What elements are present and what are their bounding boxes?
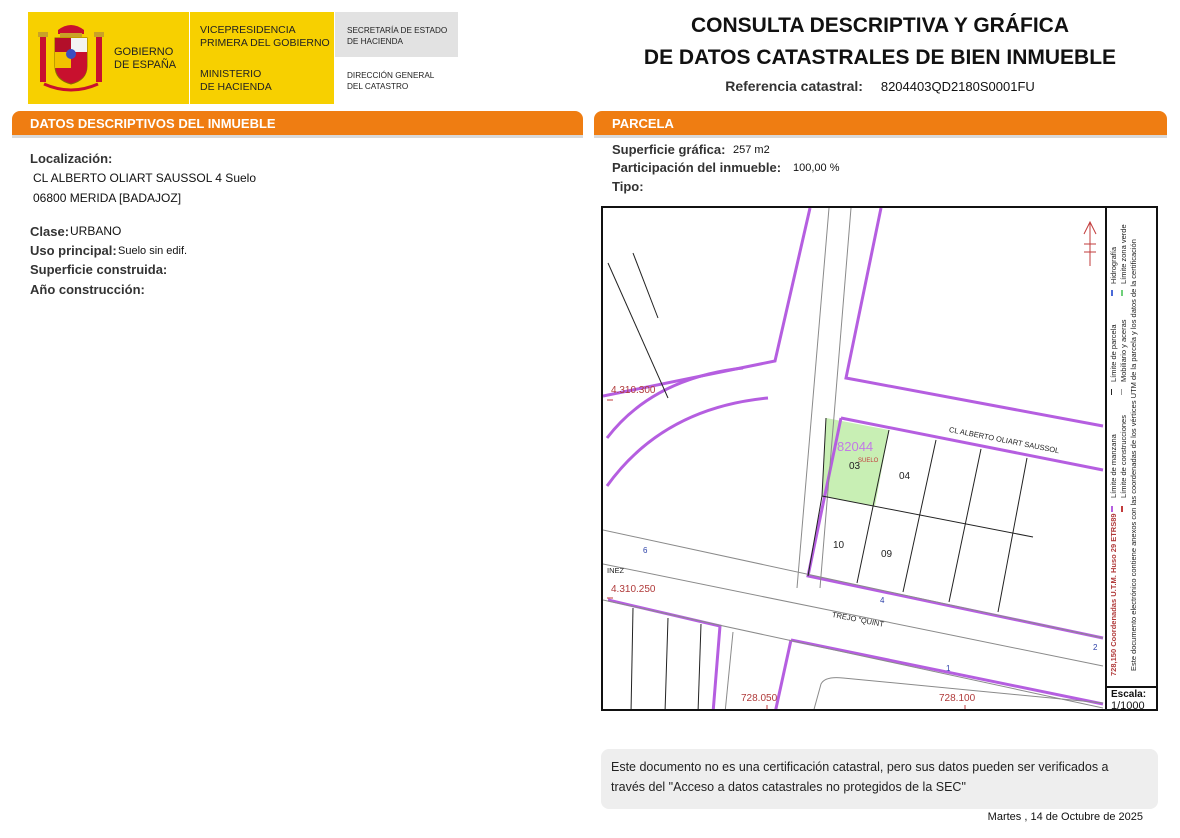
disclaimer-text: Este documento no es una certificación catastral, pero sus datos pueden ser verificados a través del "Acceso a datos catastrales no protegidos de la SEC" (611, 760, 1109, 794)
direccion-label: DIRECCIÓN GENERAL DEL CATASTRO (347, 71, 435, 91)
clase-label: Clase: (30, 224, 70, 239)
map-drawing (603, 208, 1158, 711)
ano-construccion-label: Año construcción: (30, 282, 145, 297)
localizacion-label: Localización: (30, 151, 113, 166)
map-legend (1107, 206, 1158, 686)
localizacion-line2: 06800 MERIDA [BADAJOZ] (33, 191, 182, 205)
block-boundary (607, 368, 743, 438)
street-number: 2 (1093, 643, 1098, 652)
superficie-grafica-value: 257 m2 (733, 144, 770, 156)
coord-x-left: 728.050 (741, 693, 778, 704)
ministerio-label: MINISTERIO DE HACIENDA (200, 68, 272, 93)
participacion-value: 100,00 % (793, 162, 840, 174)
coord-y-bottom: 4.310.250 (611, 584, 656, 595)
document-date: Martes , 14 de Octubre de 2025 (987, 811, 1143, 823)
parcel-boundary (633, 253, 658, 318)
superficie-grafica-label: Superficie gráfica: (612, 142, 726, 157)
street-number: 6 (643, 546, 648, 555)
localizacion-line1: CL ALBERTO OLIART SAUSSOL 4 Suelo (33, 171, 257, 185)
referencia-value: 8204403QD2180S0001FU (880, 79, 1035, 94)
legend-limite-manzana: Límite de manzana (1109, 434, 1118, 498)
document-title-line2: DE DATOS CATASTRALES DE BIEN INMUEBLE (643, 46, 1117, 69)
block-number: 82044 (837, 439, 874, 454)
legend-swatch (1111, 506, 1113, 512)
legend-limite-construcciones: Límite de construcciones (1119, 415, 1128, 498)
street-label: TREJO "QUINT (831, 610, 885, 629)
legend-swatch (1121, 506, 1123, 512)
street-label: CL ALBERTO OLIART SAUSSOL (948, 425, 1061, 456)
superficie-construida-label: Superficie construida: (30, 262, 168, 277)
parcel-boundary (903, 440, 936, 592)
uso-value: Suelo sin edif. (118, 245, 188, 257)
parcel-number: 10 (833, 540, 845, 551)
street-number: 1 (946, 664, 951, 673)
north-arrow-icon (1084, 222, 1096, 266)
parcel-boundary (698, 624, 701, 711)
coord-y-top: 4.310.300 (611, 385, 656, 396)
legend-swatch (1111, 389, 1112, 395)
section-underline (594, 135, 1167, 138)
legend-zona-verde: Límite zona verde (1119, 224, 1128, 284)
block-boundary (603, 208, 810, 396)
escala-label: Escala: (1111, 689, 1147, 700)
tipo-label: Tipo: (612, 179, 644, 194)
parcel-number: 04 (899, 471, 911, 482)
clase-value: URBANO (70, 224, 122, 238)
header-divider (334, 12, 335, 104)
legend-coords: 728,150 Coordenadas U.T.M. Huso 29 ETRS89 (1109, 513, 1118, 676)
cadastral-map (601, 206, 1158, 711)
legend-swatch (1111, 290, 1113, 296)
block-boundary (846, 208, 1103, 426)
legend-limite-parcela: Límite de parcela (1109, 324, 1118, 382)
document-title-line1: CONSULTA DESCRIPTIVA Y GRÁFICA (690, 14, 1070, 37)
parcel-boundary (822, 496, 1033, 537)
street-label: INEZ (607, 566, 625, 575)
block-boundary (775, 640, 791, 711)
vicepresidencia-label: VICEPRESIDENCIA PRIMERA DEL GOBIERNO (200, 24, 330, 49)
gobierno-label: GOBIERNO DE ESPAÑA (114, 46, 177, 71)
parcel-use-label: SUELO (858, 458, 879, 464)
header-divider (189, 12, 190, 104)
parcel-number: 03 (849, 461, 861, 472)
parcel-boundary (665, 618, 668, 711)
block-boundary (608, 600, 720, 711)
coat-of-arms-icon (36, 22, 106, 94)
uso-label: Uso principal: (30, 243, 117, 258)
street-number: 4 (880, 596, 885, 605)
parcel-boundary (631, 608, 633, 711)
participacion-label: Participación del inmueble: (612, 160, 782, 175)
escala-value: 1/1000 (1111, 700, 1145, 712)
section-underline (12, 135, 583, 138)
legend-hidrografia: Hidrografía (1109, 246, 1118, 284)
referencia-label: Referencia catastral: (725, 78, 863, 94)
secretaria-label: SECRETARÍA DE ESTADO DE HACIENDA (347, 26, 448, 46)
parcel-boundary (608, 263, 668, 398)
legend-swatch (1121, 290, 1123, 296)
referencia-catastral (594, 78, 1166, 94)
legend-note: Este documento electrónico contiene anexos con las coordenadas de los vértices UTM de la parcela y los datos de la certificación (1129, 239, 1138, 671)
legend-swatch (1121, 389, 1122, 395)
datos-section-heading: DATOS DESCRIPTIVOS DEL INMUEBLE (12, 111, 583, 135)
street-edge (725, 632, 733, 711)
parcela-section-heading: PARCELA (594, 111, 1167, 135)
parcel-number: 09 (881, 549, 893, 560)
coord-x-right: 728.100 (939, 693, 976, 704)
legend-mobiliario: Mobiliario y aceras (1119, 319, 1128, 382)
